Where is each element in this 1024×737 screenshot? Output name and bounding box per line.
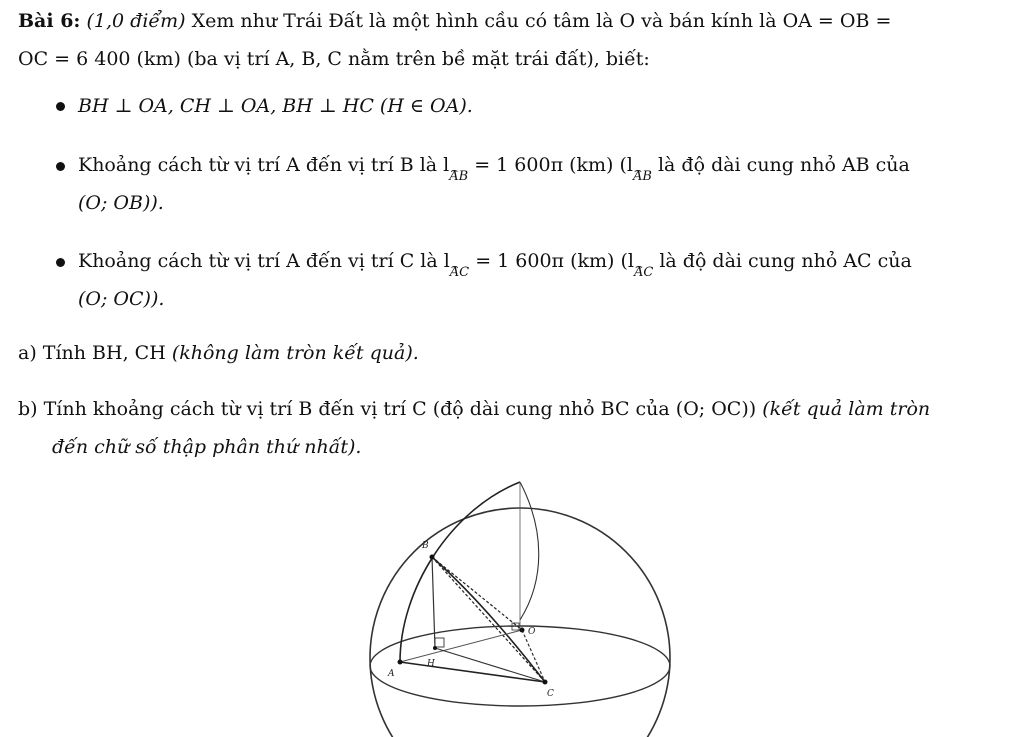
- label-a: A: [388, 669, 395, 679]
- label-b: B: [422, 541, 429, 551]
- arc-ac-sub-2: ⌢ $_{AC}$: [634, 265, 653, 280]
- sphere-figure: [340, 470, 700, 737]
- label-o: O: [528, 627, 536, 637]
- bullet-3-text-c: là độ dài cung nhỏ AC của: [659, 250, 912, 272]
- segment-oc: [522, 630, 545, 682]
- point-a: [398, 660, 403, 665]
- part-a-text: Tính BH, CH: [42, 342, 166, 364]
- problem-intro-text-2: OC = 6 400 (km) (ba vị trí A, B, C nằm trên bề mặt trái đất), biết:: [18, 48, 650, 70]
- part-b-note-1: (kết quả làm tròn: [762, 398, 931, 420]
- bullet-3-text-b: = 1 600π (km) (l: [475, 250, 634, 272]
- bullet-dot: [56, 162, 65, 171]
- point-o: [520, 628, 525, 633]
- part-b-label: b): [18, 398, 38, 420]
- equator-ellipse: [370, 626, 670, 706]
- segment-ao: [400, 630, 522, 662]
- point-b: [430, 555, 435, 560]
- back-arc: [520, 482, 539, 620]
- point-c: [543, 680, 548, 685]
- segment-hc: [435, 648, 545, 682]
- arc-ac-sub: ⌢ $_{AC}$: [450, 265, 469, 280]
- problem-intro-line-2: [18, 46, 650, 72]
- bullet-1-text: BH ⊥ OA, CH ⊥ OA, BH ⊥ HC (H ∈ OA).: [78, 95, 473, 117]
- bullet-dot: [56, 102, 65, 111]
- bullet-2-text-a: Khoảng cách từ vị trí A đến vị trí B là l: [78, 154, 450, 176]
- segment-bh: [432, 557, 435, 648]
- arc-ab-sub-2: ⌢ $_{AB}$: [633, 169, 652, 184]
- bullet-2-cont-text: (O; OB)).: [78, 192, 164, 214]
- arc-ac: [400, 662, 545, 682]
- part-b: [18, 396, 930, 422]
- bullet-2: [78, 152, 910, 186]
- bullet-2-continued: [78, 190, 164, 216]
- bullet-1: [78, 93, 473, 119]
- bullet-3-continued: [78, 286, 164, 312]
- bullet-2-text-c: là độ dài cung nhỏ AB của: [657, 154, 910, 176]
- bullet-3-text-a: Khoảng cách từ vị trí A đến vị trí C là l: [78, 250, 450, 272]
- segment-bc: [432, 557, 545, 682]
- problem-intro-line-1: [18, 8, 891, 34]
- right-angle-marker: [435, 638, 444, 647]
- label-c: C: [547, 689, 554, 699]
- part-a: [18, 340, 419, 366]
- problem-points: (1,0 điểm): [86, 10, 186, 32]
- problem-intro-text: Xem như Trái Đất là một hình cầu có tâm là O và bán kính là OA = OB =: [191, 10, 892, 32]
- bullet-3: [78, 248, 912, 282]
- part-b-continued: [52, 434, 361, 460]
- part-b-note-2: đến chữ số thập phân thứ nhất).: [52, 436, 362, 458]
- label-h: H: [427, 659, 435, 669]
- segment-bo: [432, 557, 522, 630]
- part-b-text: Tính khoảng cách từ vị trí B đến vị trí C (độ dài cung nhỏ BC của (O; OC)): [43, 398, 757, 420]
- bullet-dot: [56, 258, 65, 267]
- part-a-note: (không làm tròn kết quả).: [171, 342, 419, 364]
- bullet-3-cont-text: (O; OC)).: [78, 288, 165, 310]
- arc-ab-sub: ⌢ $_{AB}$: [449, 169, 468, 184]
- problem-title: Bài 6:: [18, 10, 81, 32]
- part-a-label: a): [18, 342, 37, 364]
- bullet-2-text-b: = 1 600π (km) (l: [474, 154, 633, 176]
- point-h: [433, 646, 437, 650]
